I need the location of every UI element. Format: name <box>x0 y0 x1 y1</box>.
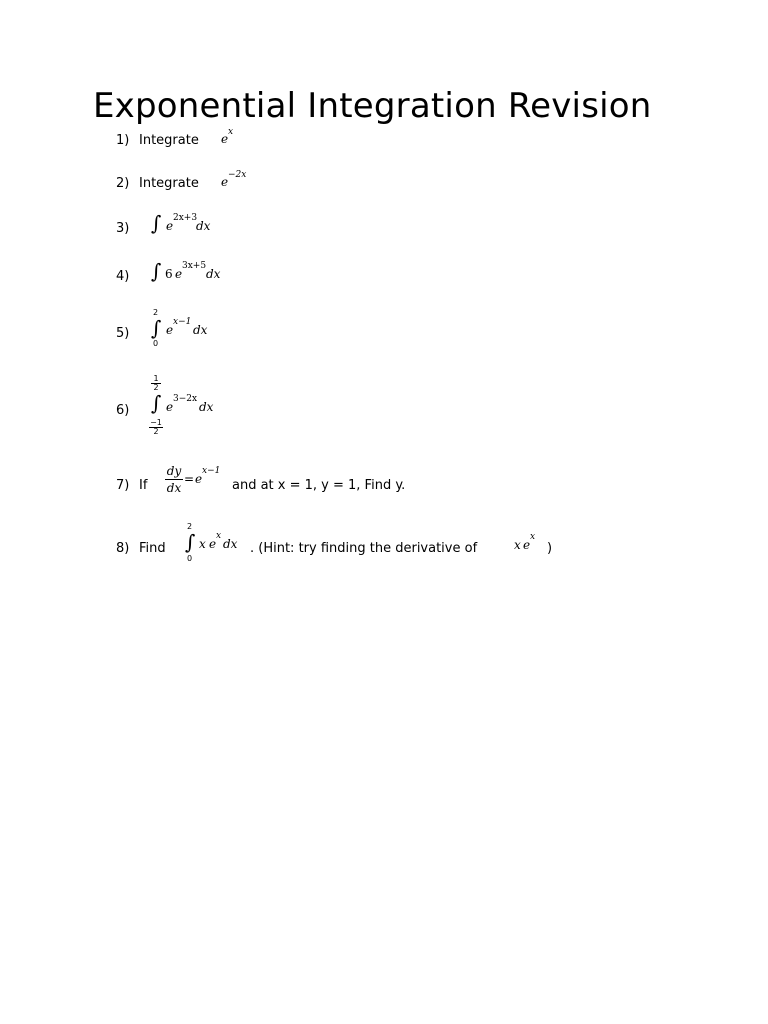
hint-text: . (Hint: try finding the derivative of <box>250 541 478 556</box>
question-number: 7) <box>116 478 130 493</box>
exp-power: 3x+5 <box>182 261 207 271</box>
differential: dx <box>223 537 238 551</box>
lower-limit-denominator: 2 <box>153 427 159 436</box>
exp-base: e <box>166 323 174 337</box>
exp-power: x−1 <box>202 466 221 476</box>
question-number: 2) <box>116 176 130 191</box>
exp-base: e <box>221 132 229 146</box>
lower-limit <box>149 419 163 436</box>
differential: dx <box>199 400 214 414</box>
exp-base: e <box>166 219 174 233</box>
question-text: Integrate <box>139 176 199 191</box>
question-text: If <box>139 478 148 493</box>
integral-sign: ∫ <box>185 530 196 554</box>
upper-limit-numerator: 1 <box>153 374 159 383</box>
question-text: Integrate <box>139 133 199 148</box>
derivative-fraction <box>165 464 183 495</box>
fraction-numerator: dy <box>166 464 182 478</box>
fraction-bar <box>165 479 183 480</box>
exp-power: 3−2x <box>173 394 198 404</box>
exp-base: e <box>209 537 217 551</box>
hint-exp-power: x <box>530 532 536 542</box>
integral-sign: ∫ <box>151 316 162 340</box>
coefficient: 6 <box>165 267 173 281</box>
hint-close-paren: ) <box>547 541 553 556</box>
variable: x <box>199 537 206 551</box>
lower-limit-numerator: −1 <box>150 418 162 427</box>
exp-base: e <box>175 267 183 281</box>
question-number: 6) <box>116 403 130 418</box>
lower-limit: 0 <box>187 554 193 563</box>
question-condition: and at x = 1, y = 1, Find y. <box>232 478 406 493</box>
exp-base: e <box>221 175 229 189</box>
question-number: 5) <box>116 326 130 341</box>
question-number: 8) <box>116 541 130 556</box>
question-number: 1) <box>116 133 130 148</box>
exp-power: 2x+3 <box>173 213 198 223</box>
exp-power: x <box>216 531 222 541</box>
differential: dx <box>196 219 211 233</box>
exp-base: e <box>166 400 174 414</box>
integral-sign: ∫ <box>151 259 162 283</box>
lower-limit: 0 <box>153 339 159 348</box>
differential: dx <box>206 267 221 281</box>
exp-power: −2x <box>228 170 247 180</box>
question-text: Find <box>139 541 166 556</box>
hint-exp-base: e <box>523 538 531 552</box>
integral-sign: ∫ <box>151 211 162 235</box>
equals-sign: = <box>184 472 195 486</box>
question-number: 4) <box>116 269 130 284</box>
upper-limit: 2 <box>153 308 159 317</box>
page-title: Exponential Integration Revision <box>93 86 652 126</box>
integral-sign: ∫ <box>151 391 162 415</box>
fraction-denominator: dx <box>166 481 182 495</box>
exp-base: e <box>195 472 203 486</box>
upper-limit-denominator: 2 <box>153 383 159 392</box>
differential: dx <box>193 323 208 337</box>
question-number: 3) <box>116 221 130 236</box>
upper-limit: 2 <box>187 522 193 531</box>
exp-power: x <box>228 127 234 137</box>
exp-power: x−1 <box>173 317 192 327</box>
hint-variable: x <box>514 538 521 552</box>
upper-limit <box>151 375 161 392</box>
